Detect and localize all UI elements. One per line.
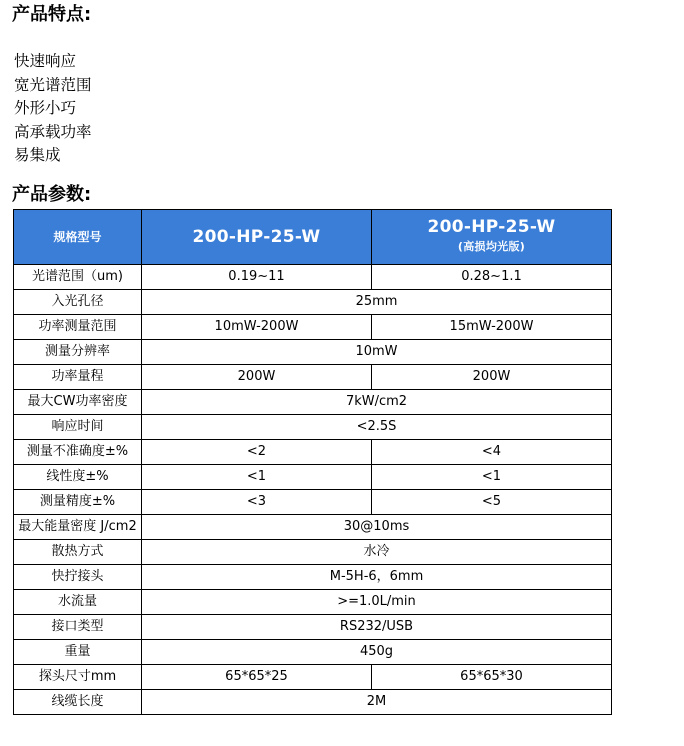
row-label: 测量精度±% (14, 490, 142, 515)
cell-model-a: 10mW-200W (142, 315, 372, 340)
cell-model-b: 65*65*30 (372, 665, 612, 690)
row-label: 线缆长度 (14, 690, 142, 715)
header-label: 规格型号 (14, 210, 142, 265)
row-label: 接口类型 (14, 615, 142, 640)
spec-table (13, 209, 612, 715)
cell-model-a: 65*65*25 (142, 665, 372, 690)
cell-shared: 450g (142, 640, 612, 665)
features-heading: 产品特点: (12, 4, 92, 25)
feature-list (14, 50, 92, 168)
table-row (14, 265, 612, 290)
row-label: 测量不准确度±% (14, 440, 142, 465)
row-label: 功率测量范围 (14, 315, 142, 340)
cell-shared: <2.5S (142, 415, 612, 440)
cell-shared: 10mW (142, 340, 612, 365)
cell-model-a: <3 (142, 490, 372, 515)
table-row (14, 465, 612, 490)
cell-shared: 水冷 (142, 540, 612, 565)
cell-model-a: 0.19~11 (142, 265, 372, 290)
params-heading: 产品参数: (12, 184, 92, 205)
table-row (14, 615, 612, 640)
table-row (14, 340, 612, 365)
cell-model-a: <2 (142, 440, 372, 465)
table-row (14, 540, 612, 565)
row-label: 最大能量密度 J/cm2 (14, 515, 142, 540)
cell-model-b: 15mW-200W (372, 315, 612, 340)
row-label: 入光孔径 (14, 290, 142, 315)
row-label: 快拧接头 (14, 565, 142, 590)
cell-shared: 30@10ms (142, 515, 612, 540)
table-row (14, 390, 612, 415)
table-row (14, 665, 612, 690)
cell-model-b: 200W (372, 365, 612, 390)
cell-shared: 2M (142, 690, 612, 715)
row-label: 最大CW功率密度 (14, 390, 142, 415)
table-row (14, 365, 612, 390)
table-row (14, 490, 612, 515)
table-row (14, 690, 612, 715)
cell-model-b: <4 (372, 440, 612, 465)
row-label: 散热方式 (14, 540, 142, 565)
row-label: 重量 (14, 640, 142, 665)
table-row (14, 440, 612, 465)
row-label: 功率量程 (14, 365, 142, 390)
table-row (14, 415, 612, 440)
row-label: 探头尺寸mm (14, 665, 142, 690)
row-label: 测量分辨率 (14, 340, 142, 365)
cell-shared: 25mm (142, 290, 612, 315)
header-model-b-sub: (高损均光版) (457, 240, 526, 253)
cell-model-b: <1 (372, 465, 612, 490)
feature-item: 易集成 (14, 146, 61, 164)
header-model-b-name: 200-HP-25-W (427, 217, 556, 237)
row-label: 水流量 (14, 590, 142, 615)
table-row (14, 290, 612, 315)
cell-shared: 7kW/cm2 (142, 390, 612, 415)
row-label: 响应时间 (14, 415, 142, 440)
table-row (14, 565, 612, 590)
table-row (14, 315, 612, 340)
header-model-b (372, 210, 612, 265)
cell-model-a: 200W (142, 365, 372, 390)
cell-model-a: <1 (142, 465, 372, 490)
table-row (14, 515, 612, 540)
table-row (14, 640, 612, 665)
header-model-a: 200-HP-25-W (142, 210, 372, 265)
table-row (14, 590, 612, 615)
cell-model-b: 0.28~1.1 (372, 265, 612, 290)
table-header-row (14, 210, 612, 265)
row-label: 线性度±% (14, 465, 142, 490)
feature-item: 快速响应 (14, 52, 77, 70)
cell-model-b: <5 (372, 490, 612, 515)
cell-shared: RS232/USB (142, 615, 612, 640)
feature-item: 外形小巧 (14, 99, 77, 117)
row-label: 光谱范围（um) (14, 265, 142, 290)
cell-shared: >=1.0L/min (142, 590, 612, 615)
feature-item: 宽光谱范围 (14, 75, 92, 94)
cell-shared: M-5H-6，6mm (142, 565, 612, 590)
feature-item: 高承载功率 (14, 122, 92, 141)
